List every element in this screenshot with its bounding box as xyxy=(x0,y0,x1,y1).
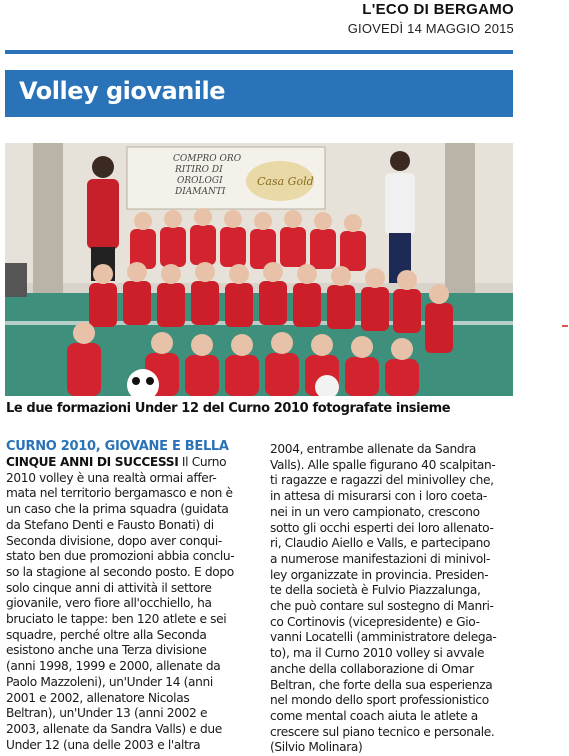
article-line: 2001 e 2002, allenatore Nicolas xyxy=(6,690,190,705)
article-line: a numerose manifestazioni di minivol- xyxy=(270,551,491,566)
article-line: to), ma il Curno 2010 volley si avvale xyxy=(270,646,485,661)
article-line: 2003, allenate da Sandra Valls) e due xyxy=(6,721,222,736)
article-line: stato ben due promozioni abbia conclu- xyxy=(6,549,235,564)
banner-line: COMPRO ORO xyxy=(173,154,242,164)
banner-line: DIAMANTI xyxy=(175,187,226,197)
article-line: ti ragazze e ragazzi del minivolley che, xyxy=(270,473,494,488)
margin-mark xyxy=(562,325,568,327)
article-line: sotto gli occhi esperti dei loro allenato- xyxy=(270,520,494,535)
top-rule xyxy=(5,50,513,54)
article-line: Beltran), un'Under 13 (anni 2002 e xyxy=(6,706,208,721)
article-line: anche della collaborazione di Omar xyxy=(270,661,474,676)
article-kicker: CURNO 2010, GIOVANE E BELLA xyxy=(6,439,229,454)
article-line: vanni Locatelli (amministratore delega- xyxy=(270,630,497,645)
article-line: Valls). Alle spalle figurano 40 scalpitan- xyxy=(270,457,496,472)
article-line: nel mondo dello sport professionistico xyxy=(270,693,489,708)
article-line: (Silvio Molinara) xyxy=(270,740,363,755)
article-lead: CINQUE ANNI DI SUCCESSI xyxy=(6,455,179,469)
article-line: un caso che la prima squadra (guidata xyxy=(6,502,229,517)
banner-line: RITIRO DI xyxy=(175,165,223,175)
article-line: bruciato le tappe: ben 120 atlete e sei xyxy=(6,612,227,627)
article-line: mata nel territorio bergamasco e non è xyxy=(6,486,233,501)
article-line: giovanile, vero fiore all'occhiello, ha xyxy=(6,596,212,611)
article-line: ri, Claudio Aiello e Valls, e partecipano xyxy=(270,536,491,551)
article-line: co Cortinovis (vicepresidente) e Gio- xyxy=(270,614,480,629)
article-line: Seconda divisione, dopo aver conqui- xyxy=(6,533,222,548)
article-line: squadre, perché oltre alla Seconda xyxy=(6,627,207,642)
article-line: 2010 volley è una realtà ormai affer- xyxy=(6,470,217,485)
article-line: solo cinque anni di attività il settore xyxy=(6,580,212,595)
masthead-date: GIOVEDÌ 14 MAGGIO 2015 xyxy=(347,21,514,36)
masthead-paper-name: L'ECO DI BERGAMO xyxy=(362,1,514,18)
team-photo xyxy=(5,143,513,396)
article-line: Under 12 (una delle 2003 e l'altra xyxy=(6,737,201,752)
banner-logo: Casa Gold xyxy=(257,175,314,188)
article-column-1 xyxy=(6,439,258,753)
bag xyxy=(5,263,27,297)
banner-line: OROLOGI xyxy=(177,176,223,186)
article-line: nei in un vero campionato, crescono xyxy=(270,504,480,519)
section-banner xyxy=(5,70,513,117)
article-line: da Stefano Denti e Fausto Bonati) di xyxy=(6,517,214,532)
article-line: esistono anche una Terza divisione xyxy=(6,643,207,658)
article-line: so la stagione al secondo posto. E dopo xyxy=(6,564,234,579)
article-line: te della società è Fulvio Piazzalunga, xyxy=(270,583,481,598)
photo-caption: Le due formazioni Under 12 del Curno 2010 fotografate insieme xyxy=(6,401,451,416)
sponsor-banner xyxy=(127,147,325,209)
article-line: crescere sul piano tecnico e personale. xyxy=(270,724,495,739)
article-line: (anni 1998, 1999 e 2000, allenate da xyxy=(6,659,221,674)
article-line xyxy=(6,455,258,471)
article-line: in attesa di misurarsi con i loro coeta- xyxy=(270,489,487,504)
article-line: 2004, entrambe allenate da Sandra xyxy=(270,442,476,456)
article-column-2 xyxy=(270,442,514,756)
article-line: che può contare sul sostegno di Manri- xyxy=(270,599,494,614)
article-line: come mental coach aiuta le atlete a xyxy=(270,708,478,723)
article-line: Beltran, che forte della sua esperienza xyxy=(270,677,493,692)
article-line: ley organizzate in provincia. Presiden- xyxy=(270,567,489,582)
section-title: Volley giovanile xyxy=(19,77,226,105)
article-text: Il Curno xyxy=(178,455,227,469)
article-line: Paolo Mazzoleni), un'Under 14 (anni xyxy=(6,674,213,689)
